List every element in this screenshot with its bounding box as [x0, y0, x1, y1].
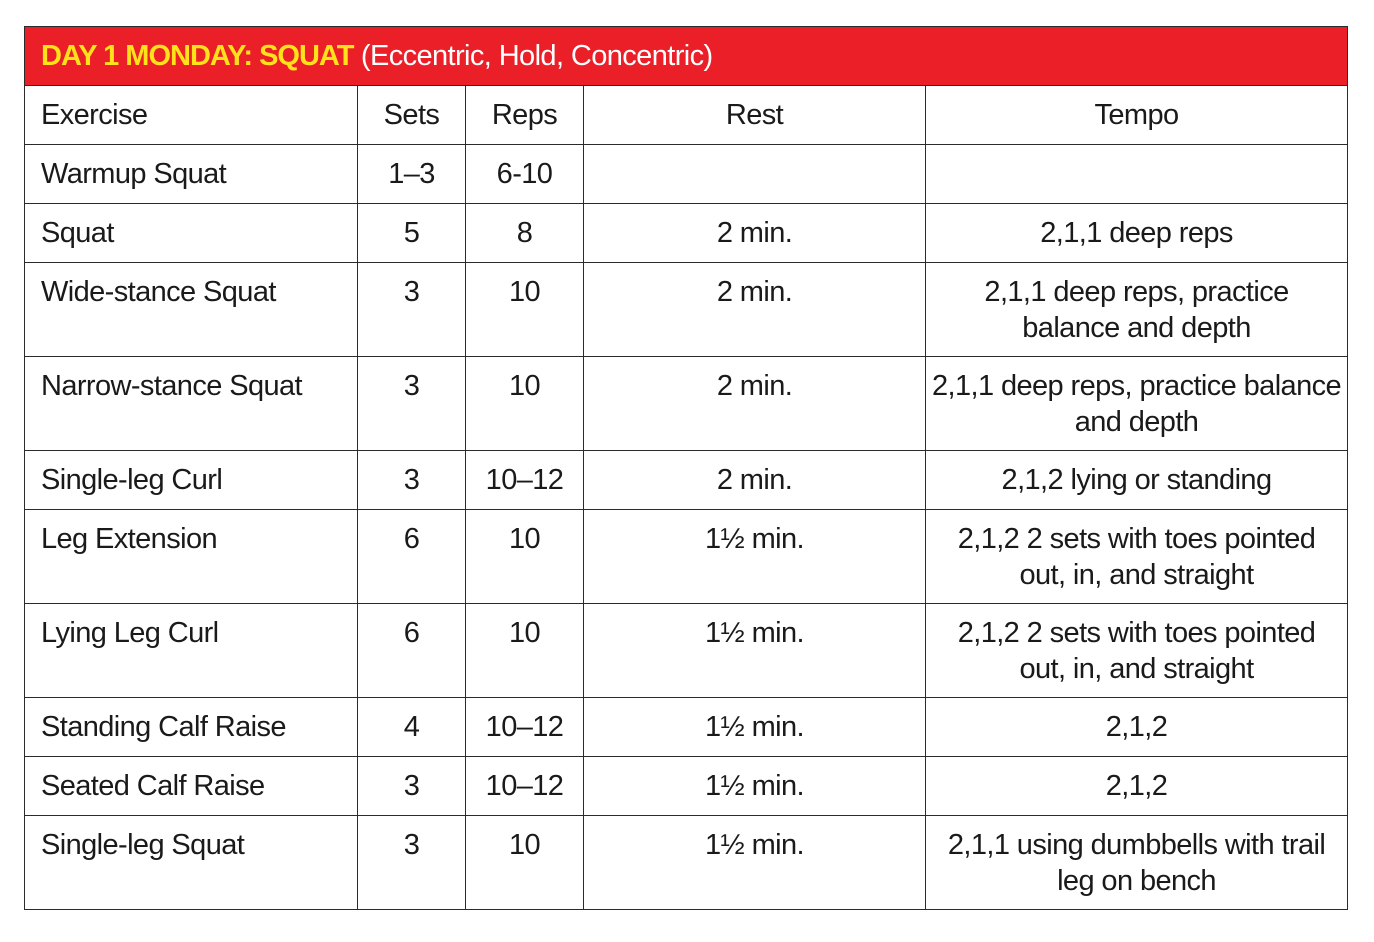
- cell-sets: 3: [358, 757, 466, 816]
- cell-tempo: 2,1,2: [926, 698, 1348, 757]
- cell-exercise: Leg Extension: [25, 510, 358, 604]
- cell-tempo: [926, 604, 1348, 698]
- cell-exercise: Seated Calf Raise: [25, 757, 358, 816]
- cell-reps: 10: [466, 510, 584, 604]
- cell-rest: 1½ min.: [584, 604, 926, 698]
- cell-tempo: [926, 357, 1348, 451]
- table-row: [25, 204, 1348, 263]
- table-row: [25, 357, 1348, 451]
- cell-rest: 1½ min.: [584, 510, 926, 604]
- banner-subtitle: (Eccentric, Hold, Concentric): [360, 40, 713, 72]
- cell-rest: 2 min.: [584, 357, 926, 451]
- tempo-text: 2,1,1 deep reps, practice balance and depth: [932, 370, 1342, 438]
- table-row: [25, 604, 1348, 698]
- cell-tempo: [926, 816, 1348, 910]
- cell-exercise: Single-leg Curl: [25, 451, 358, 510]
- cell-rest: 2 min.: [584, 451, 926, 510]
- banner-title: DAY 1 MONDAY: SQUAT: [41, 40, 354, 72]
- cell-tempo: 2,1,1 deep reps: [926, 204, 1348, 263]
- cell-reps: 10: [466, 357, 584, 451]
- banner-row: [25, 27, 1348, 86]
- cell-exercise: Warmup Squat: [25, 145, 358, 204]
- header-row: [25, 86, 1348, 145]
- cell-sets: 5: [358, 204, 466, 263]
- cell-rest: 1½ min.: [584, 698, 926, 757]
- cell-exercise: Narrow-stance Squat: [25, 357, 358, 451]
- cell-reps: 10: [466, 816, 584, 910]
- tempo-text: 2,1,2 2 sets with toes pointed out, in, and straight: [957, 617, 1316, 685]
- header-tempo: Tempo: [926, 86, 1348, 145]
- tempo-text: 2,1,2 2 sets with toes pointed out, in, and straight: [957, 523, 1316, 591]
- cell-exercise: Single-leg Squat: [25, 816, 358, 910]
- cell-rest: 1½ min.: [584, 816, 926, 910]
- cell-rest: [584, 145, 926, 204]
- cell-reps: 10: [466, 604, 584, 698]
- tempo-text: 2,1,1 deep reps, practice balance and depth: [984, 276, 1289, 344]
- table-row: [25, 510, 1348, 604]
- table-row: [25, 145, 1348, 204]
- table-row: [25, 451, 1348, 510]
- cell-tempo: 2,1,2: [926, 757, 1348, 816]
- cell-tempo: [926, 263, 1348, 357]
- header-sets: Sets: [358, 86, 466, 145]
- cell-sets: 3: [358, 816, 466, 910]
- cell-sets: 6: [358, 604, 466, 698]
- table-row: [25, 816, 1348, 910]
- header-reps: Reps: [466, 86, 584, 145]
- cell-rest: 1½ min.: [584, 757, 926, 816]
- cell-exercise: Squat: [25, 204, 358, 263]
- cell-exercise: Wide-stance Squat: [25, 263, 358, 357]
- tempo-text: 2,1,1 using dumbbells with trail leg on bench: [947, 829, 1326, 897]
- cell-exercise: Standing Calf Raise: [25, 698, 358, 757]
- cell-rest: 2 min.: [584, 204, 926, 263]
- cell-sets: 3: [358, 263, 466, 357]
- workout-table: [24, 26, 1348, 910]
- cell-reps: 6-10: [466, 145, 584, 204]
- table-row: [25, 698, 1348, 757]
- header-rest: Rest: [584, 86, 926, 145]
- header-exercise: Exercise: [25, 86, 358, 145]
- cell-reps: 10–12: [466, 757, 584, 816]
- cell-reps: 10: [466, 263, 584, 357]
- cell-tempo: [926, 145, 1348, 204]
- cell-sets: 3: [358, 357, 466, 451]
- table-row: [25, 263, 1348, 357]
- cell-exercise: Lying Leg Curl: [25, 604, 358, 698]
- cell-sets: 4: [358, 698, 466, 757]
- table-row: [25, 757, 1348, 816]
- cell-tempo: 2,1,2 lying or standing: [926, 451, 1348, 510]
- cell-reps: 10–12: [466, 698, 584, 757]
- cell-tempo: [926, 510, 1348, 604]
- cell-sets: 1–3: [358, 145, 466, 204]
- cell-rest: 2 min.: [584, 263, 926, 357]
- cell-sets: 3: [358, 451, 466, 510]
- cell-reps: 10–12: [466, 451, 584, 510]
- banner: [25, 27, 1348, 86]
- cell-sets: 6: [358, 510, 466, 604]
- cell-reps: 8: [466, 204, 584, 263]
